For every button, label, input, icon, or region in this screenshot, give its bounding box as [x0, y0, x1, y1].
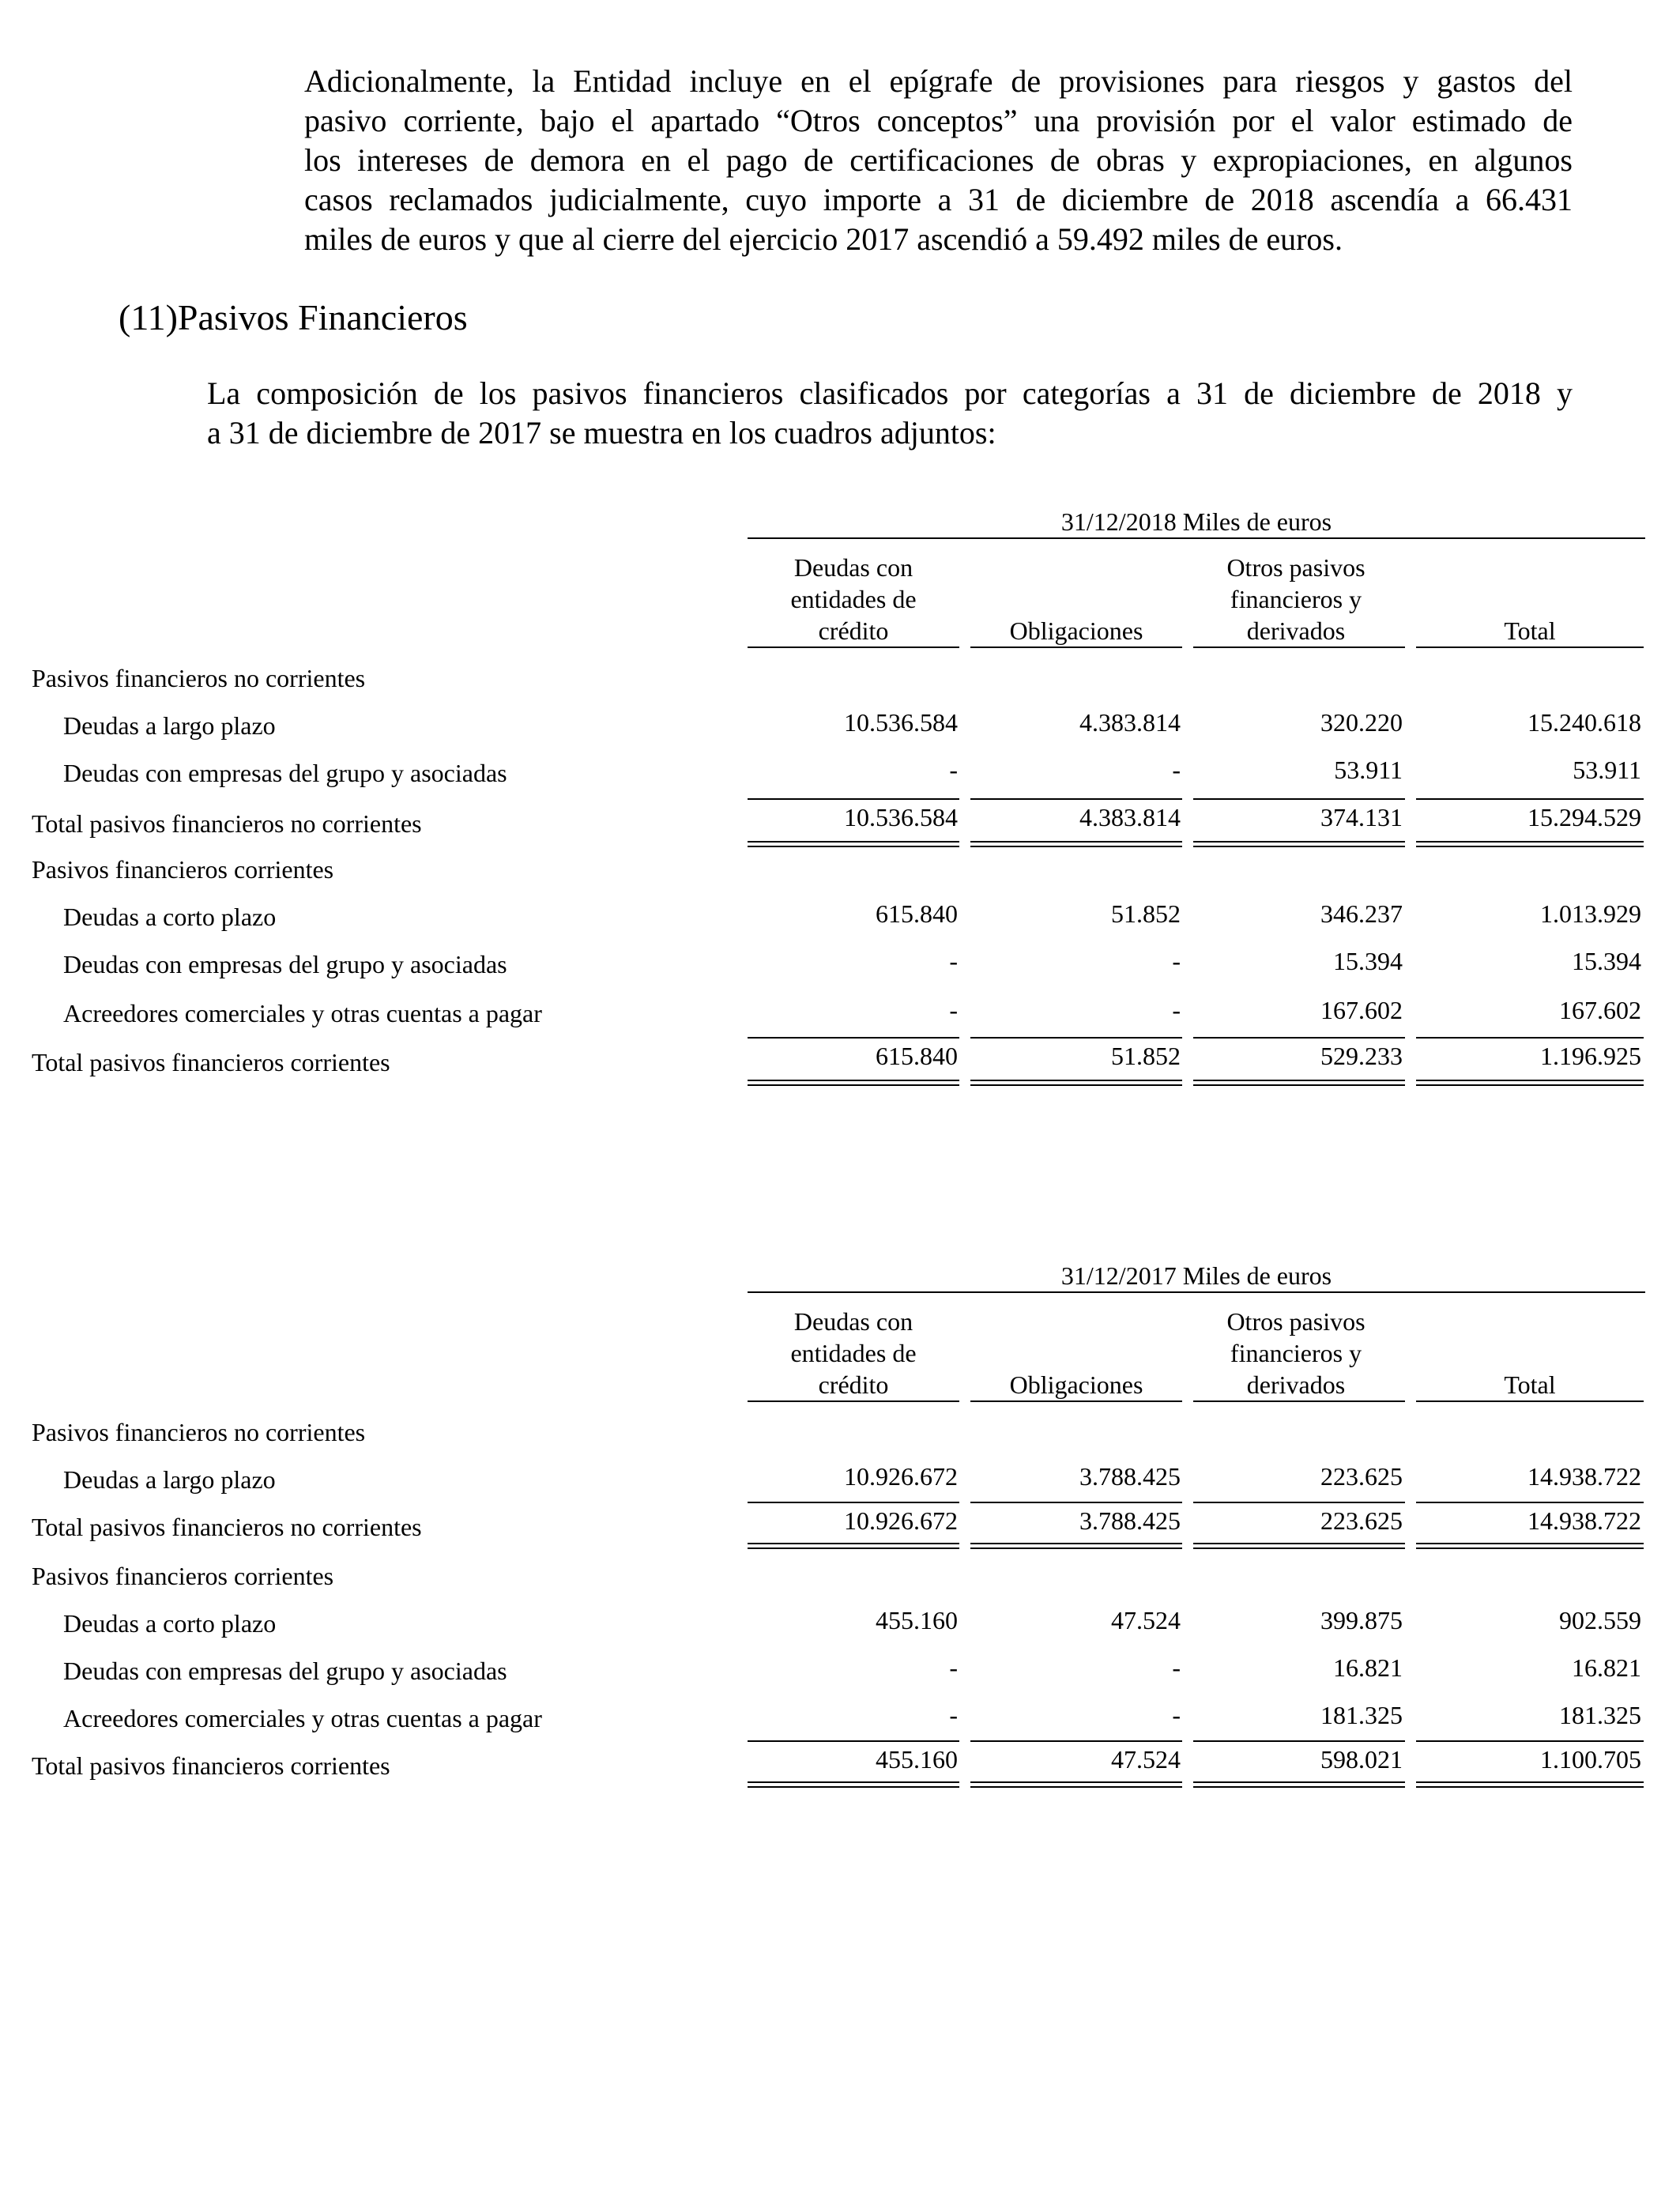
- table-cell: -: [949, 1701, 958, 1729]
- period-underline: [748, 537, 1645, 539]
- composition-line: La composición de los pasivos financieros clasificados por categorías a 31 de diciembre de 2018 y: [207, 375, 1573, 411]
- table-cell: 399.875: [1320, 1606, 1403, 1634]
- table-cell: 455.160: [876, 1745, 958, 1774]
- table-cell: 15.294.529: [1527, 803, 1641, 831]
- subtotal-rule: [748, 1037, 959, 1039]
- row-label: Deudas con empresas del grupo y asociadas: [63, 950, 507, 978]
- table-cell: -: [1172, 1653, 1181, 1682]
- total-double-rule: [1416, 1781, 1644, 1788]
- table-cell: -: [1172, 947, 1181, 975]
- subtotal-rule: [1193, 1502, 1405, 1503]
- table-cell: 14.938.722: [1527, 1462, 1641, 1491]
- table-cell: 15.240.618: [1527, 708, 1641, 737]
- column-header: Otros pasivos financieros y derivados: [1226, 1307, 1365, 1399]
- row-label: Deudas a corto plazo: [63, 1609, 277, 1638]
- table-cell: 529.233: [1320, 1042, 1403, 1070]
- section-heading: (11)Pasivos Financieros: [119, 297, 468, 337]
- composition-line: a 31 de diciembre de 2017 se muestra en los cuadros adjuntos:: [207, 415, 996, 450]
- column-header-underline: [970, 1400, 1182, 1402]
- section-row-label: Pasivos financieros corrientes: [32, 1562, 334, 1590]
- table-cell: 14.938.722: [1527, 1506, 1641, 1535]
- intro-line: miles de euros y que al cierre del ejercicio 2017 ascendió a 59.492 miles de euros.: [304, 221, 1343, 257]
- table-cell: 4.383.814: [1079, 803, 1181, 831]
- column-header: Deudas con entidades de crédito: [790, 1307, 917, 1399]
- table-cell: 167.602: [1559, 996, 1641, 1024]
- table-cell: 15.394: [1333, 947, 1403, 975]
- row-label: Deudas con empresas del grupo y asociadas: [63, 759, 507, 787]
- subtotal-rule: [1193, 1740, 1405, 1742]
- table-cell: 598.021: [1320, 1745, 1403, 1774]
- subtotal-rule: [970, 1502, 1182, 1503]
- row-label: Acreedores comerciales y otras cuentas a pagar: [63, 1704, 542, 1732]
- total-double-rule: [748, 841, 959, 847]
- column-header-underline: [1416, 647, 1644, 648]
- column-header-underline: [1193, 1400, 1405, 1402]
- table-cell: 4.383.814: [1079, 708, 1181, 737]
- column-header-underline: [1416, 1400, 1644, 1402]
- table-cell: 1.196.925: [1540, 1042, 1641, 1070]
- table-cell: 455.160: [876, 1606, 958, 1634]
- table-cell: 181.325: [1559, 1701, 1641, 1729]
- table-cell: -: [1172, 756, 1181, 784]
- total-double-rule: [1193, 841, 1405, 847]
- intro-paragraph: [304, 62, 1573, 259]
- column-header-underline: [970, 647, 1182, 648]
- subtotal-rule: [1416, 798, 1644, 800]
- total-double-rule: [1193, 1543, 1405, 1549]
- subtotal-rule: [748, 798, 959, 800]
- table-cell: 167.602: [1320, 996, 1403, 1024]
- subtotal-rule: [1416, 1740, 1644, 1742]
- column-header: Obligaciones: [1009, 616, 1143, 645]
- total-double-rule: [748, 1543, 959, 1549]
- column-header: Obligaciones: [1009, 1370, 1143, 1399]
- table-cell: 10.926.672: [844, 1462, 958, 1491]
- table-cell: 16.821: [1333, 1653, 1403, 1682]
- table-cell: 181.325: [1320, 1701, 1403, 1729]
- table-cell: 615.840: [876, 1042, 958, 1070]
- table-cell: 1.100.705: [1540, 1745, 1641, 1774]
- row-label: Acreedores comerciales y otras cuentas a pagar: [63, 999, 542, 1027]
- column-header: Otros pasivos financieros y derivados: [1226, 553, 1365, 645]
- total-double-rule: [970, 1781, 1182, 1788]
- subtotal-rule: [970, 798, 1182, 800]
- intro-line: los intereses de demora en el pago de certificaciones de obras y expropiaciones, en algunos: [304, 142, 1573, 178]
- table-cell: 15.394: [1572, 947, 1641, 975]
- table-cell: -: [1172, 996, 1181, 1024]
- table-cell: 10.926.672: [844, 1506, 958, 1535]
- table-cell: 10.536.584: [844, 708, 958, 737]
- total-row-label: Total pasivos financieros no corrientes: [32, 809, 422, 838]
- row-label: Deudas a largo plazo: [63, 711, 276, 740]
- table-cell: 346.237: [1320, 899, 1403, 928]
- row-label: Deudas a largo plazo: [63, 1465, 276, 1494]
- table-cell: 47.524: [1111, 1606, 1181, 1634]
- table-cell: 223.625: [1320, 1506, 1403, 1535]
- total-double-rule: [748, 1080, 959, 1086]
- table-cell: 902.559: [1559, 1606, 1641, 1634]
- subtotal-rule: [748, 1740, 959, 1742]
- table-cell: 16.821: [1572, 1653, 1641, 1682]
- total-double-rule: [1193, 1781, 1405, 1788]
- column-header: Total: [1504, 1370, 1556, 1399]
- subtotal-rule: [1193, 798, 1405, 800]
- table-cell: 53.911: [1573, 756, 1641, 784]
- table-period-heading: 31/12/2018 Miles de euros: [1060, 507, 1332, 536]
- table-cell: -: [949, 996, 958, 1024]
- table-cell: 53.911: [1334, 756, 1403, 784]
- table-cell: -: [949, 947, 958, 975]
- column-header: Total: [1504, 616, 1556, 645]
- table-cell: 47.524: [1111, 1745, 1181, 1774]
- section-row-label: Pasivos financieros no corrientes: [32, 664, 366, 692]
- table-cell: -: [1172, 1701, 1181, 1729]
- column-header: Deudas con entidades de crédito: [790, 553, 917, 645]
- total-row-label: Total pasivos financieros no corrientes: [32, 1513, 422, 1541]
- row-label: Deudas con empresas del grupo y asociadas: [63, 1657, 507, 1685]
- table-cell: 3.788.425: [1079, 1506, 1181, 1535]
- total-double-rule: [970, 1080, 1182, 1086]
- total-double-rule: [970, 841, 1182, 847]
- intro-line: casos reclamados judicialmente, cuyo importe a 31 de diciembre de 2018 ascendía a 66.431: [304, 182, 1573, 217]
- table-cell: 374.131: [1320, 803, 1403, 831]
- table-cell: 3.788.425: [1079, 1462, 1181, 1491]
- subtotal-rule: [970, 1740, 1182, 1742]
- table-cell: 10.536.584: [844, 803, 958, 831]
- table-cell: -: [949, 1653, 958, 1682]
- column-header-underline: [748, 1400, 959, 1402]
- intro-line: Adicionalmente, la Entidad incluye en el epígrafe de provisiones para riesgos y gastos del: [304, 63, 1573, 99]
- subtotal-rule: [1416, 1037, 1644, 1039]
- total-double-rule: [1193, 1080, 1405, 1086]
- table-period-heading: 31/12/2017 Miles de euros: [1060, 1261, 1332, 1290]
- total-double-rule: [1416, 841, 1644, 847]
- row-label: Deudas a corto plazo: [63, 903, 277, 931]
- table-cell: 223.625: [1320, 1462, 1403, 1491]
- total-double-rule: [970, 1543, 1182, 1549]
- total-double-rule: [1416, 1543, 1644, 1549]
- total-row-label: Total pasivos financieros corrientes: [32, 1751, 390, 1780]
- table-cell: -: [949, 756, 958, 784]
- section-row-label: Pasivos financieros corrientes: [32, 855, 334, 884]
- table-cell: 51.852: [1111, 899, 1181, 928]
- subtotal-rule: [1416, 1502, 1644, 1503]
- subtotal-rule: [748, 1502, 959, 1503]
- table-cell: 615.840: [876, 899, 958, 928]
- column-header-underline: [1193, 647, 1405, 648]
- table-cell: 1.013.929: [1540, 899, 1641, 928]
- composition-paragraph: [207, 374, 1573, 453]
- intro-line: pasivo corriente, bajo el apartado “Otros conceptos” una provisión por el valor estimado de: [304, 103, 1573, 138]
- total-row-label: Total pasivos financieros corrientes: [32, 1048, 390, 1076]
- subtotal-rule: [1193, 1037, 1405, 1039]
- table-cell: 51.852: [1111, 1042, 1181, 1070]
- period-underline: [748, 1291, 1645, 1293]
- table-cell: 320.220: [1320, 708, 1403, 737]
- total-double-rule: [748, 1781, 959, 1788]
- total-double-rule: [1416, 1080, 1644, 1086]
- section-row-label: Pasivos financieros no corrientes: [32, 1418, 366, 1446]
- subtotal-rule: [970, 1037, 1182, 1039]
- column-header-underline: [748, 647, 959, 648]
